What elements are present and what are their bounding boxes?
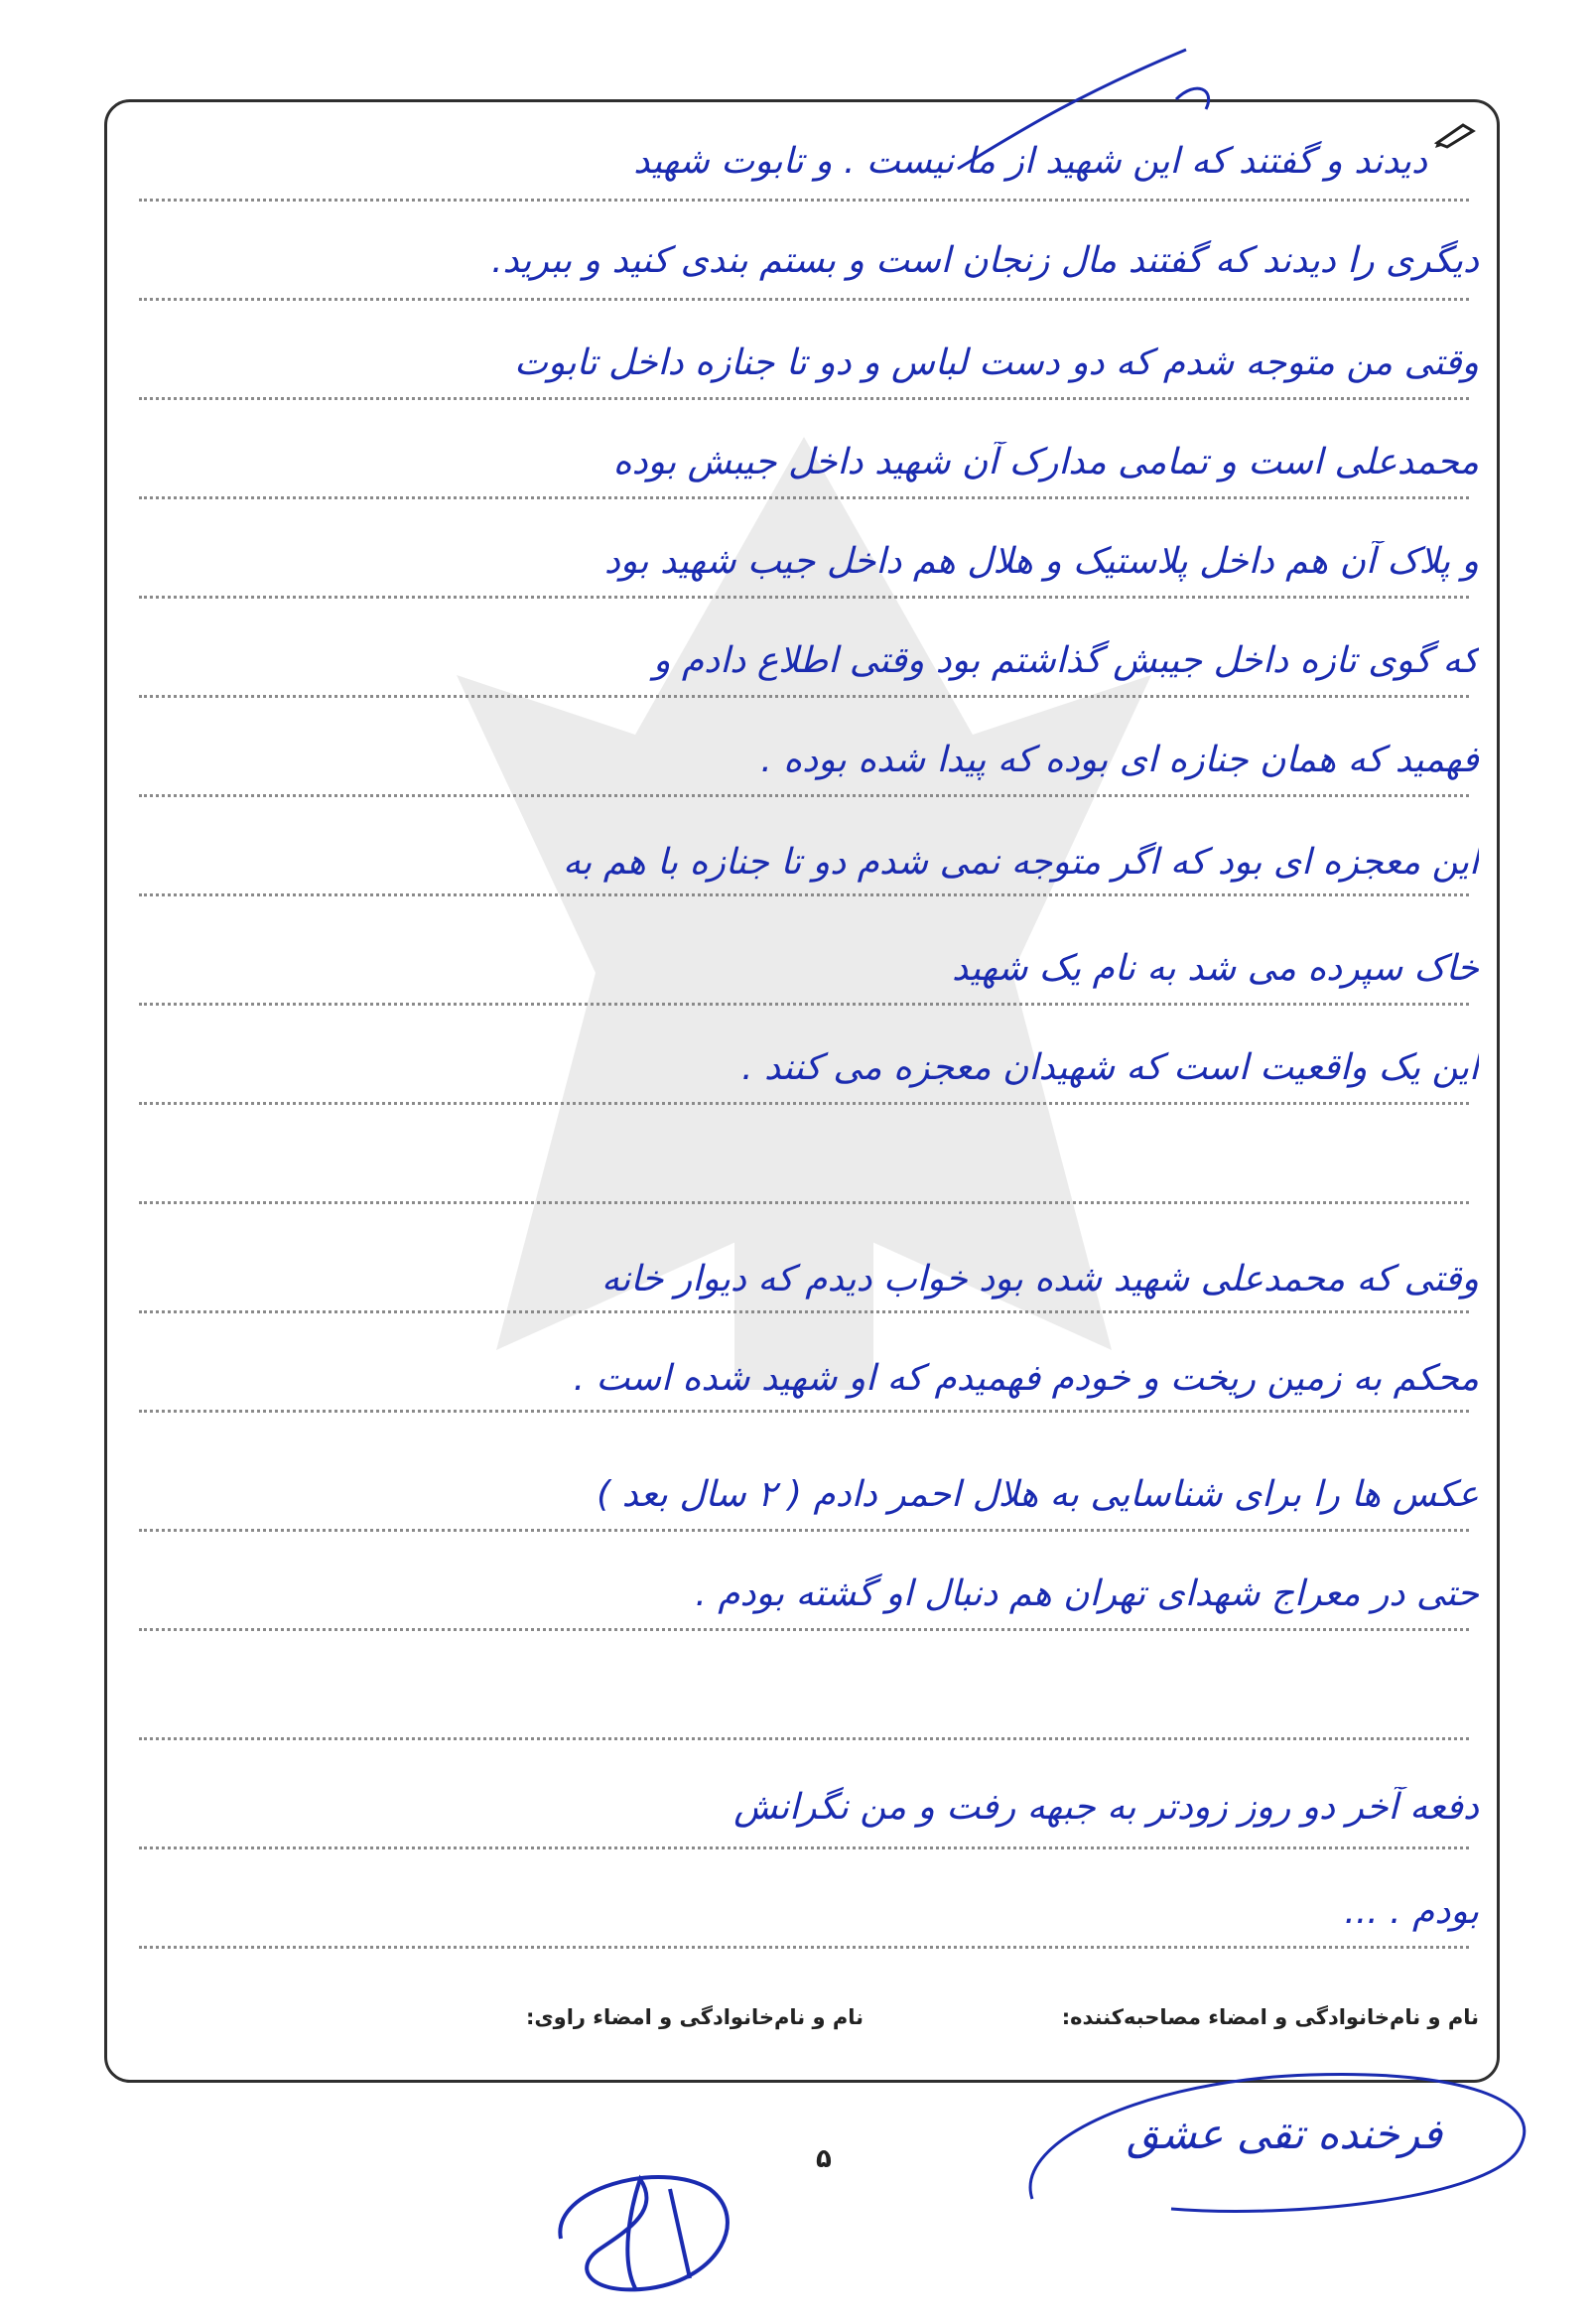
ruled-line	[139, 695, 1469, 698]
handwritten-line: و پلاک آن هم داخل پلاستیک و هلال هم داخل جیب شهید بود	[603, 541, 1479, 582]
ruled-line	[139, 1310, 1469, 1313]
handwritten-line: این یک واقعیت است که شهیدان معجزه می کنند .	[741, 1047, 1479, 1088]
ruled-line	[139, 298, 1469, 301]
ruled-line	[139, 794, 1469, 797]
handwritten-line: وقتی من متوجه شدم که دو دست لباس و دو تا جنازه داخل تابوت	[514, 342, 1479, 383]
signature-footer	[119, 2005, 1479, 2045]
handwritten-line: دیدند و گفتند که این شهید از ما نیست . و تابوت شهید	[633, 141, 1427, 182]
ruled-line	[139, 893, 1469, 896]
ruled-line	[139, 1529, 1469, 1532]
page-number: ۵	[816, 2144, 832, 2174]
pen-icon	[1433, 121, 1477, 149]
ruled-line	[139, 397, 1469, 400]
ruled-line	[139, 496, 1469, 499]
ruled-line	[139, 1102, 1469, 1105]
handwritten-signature: فرخنده تقی عشق	[1127, 2110, 1443, 2158]
handwritten-line: این معجزه ای بود که اگر متوجه نمی شدم دو تا جنازه با هم به	[563, 842, 1479, 883]
ruled-line	[139, 1946, 1469, 1949]
ruled-line	[139, 1003, 1469, 1006]
handwritten-line: دیگری را دیدند که گفتند مال زنجان است و بستم بندی کنید و ببرید.	[491, 240, 1479, 281]
narrator-signature-label: نام و نام‌خانوادگی و امضاء راوی:	[526, 2005, 864, 2029]
handwritten-line: محکم به زمین ریخت و خودم فهمیدم که او شهید شده است .	[573, 1358, 1479, 1399]
handwritten-line: وقتی که محمدعلی شهید شده بود خواب دیدم که دیوار خانه	[600, 1259, 1479, 1299]
ruled-line	[139, 1201, 1469, 1204]
ruled-line	[139, 199, 1469, 202]
signature-scribble	[541, 2149, 749, 2298]
handwritten-line: بودم . ...	[1344, 1891, 1479, 1932]
handwritten-line: دفعه آخر دو روز زودتر به جبهه رفت و من نگرانش	[733, 1787, 1479, 1828]
handwritten-line: عکس ها را برای شناسایی به هلال احمر دادم ( ۲ سال بعد )	[597, 1474, 1479, 1515]
handwritten-line: حتی در معراج شهدای تهران هم دنبال او گشته بودم .	[695, 1573, 1479, 1614]
interviewer-signature-label: نام و نام‌خانوادگی و امضاء مصاحبه‌کننده:	[1061, 2005, 1479, 2029]
handwritten-line: فهمید که همان جنازه ای بوده که پیدا شده بوده .	[760, 740, 1479, 780]
ruled-line	[139, 1846, 1469, 1849]
handwritten-line: که گوی تازه داخل جیبش گذاشتم بود وقتی اطلاع دادم و	[653, 640, 1479, 681]
ruled-line	[139, 1410, 1469, 1413]
handwritten-line: خاک سپرده می شد به نام یک شهید	[951, 948, 1479, 989]
ruled-line	[139, 596, 1469, 599]
ruled-line	[139, 1737, 1469, 1740]
handwritten-line: محمدعلی است و تمامی مدارک آن شهید داخل جیبش بوده	[612, 442, 1479, 482]
ruled-line	[139, 1628, 1469, 1631]
pen-stroke	[948, 40, 1226, 179]
